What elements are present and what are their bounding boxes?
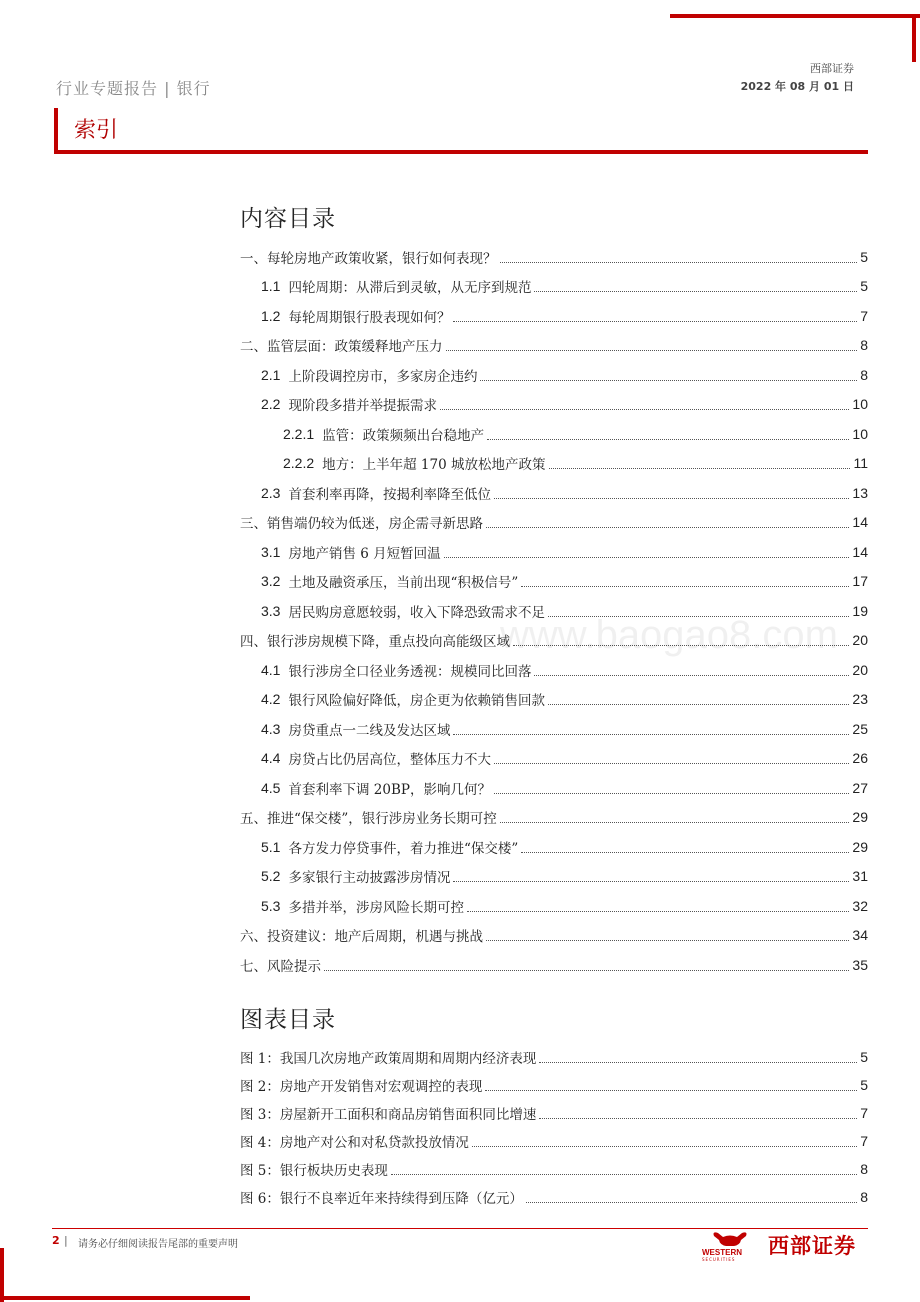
toc-entry-number: 3.1 [261,543,281,560]
toc-entry-number: 4.5 [261,779,281,796]
toc-entry-title: 地方：上半年超 170 城放松地产政策 [322,457,546,474]
toc-entry-page: 10 [852,396,868,413]
toc-entry[interactable] [240,360,868,390]
figure-entry[interactable] [240,1183,868,1211]
toc-entry-page: 31 [852,868,868,885]
table-of-contents [240,242,868,980]
corner-accent-vertical [0,1248,4,1302]
company-logo [702,1230,868,1260]
toc-entry-number: 2.2.2 [283,455,315,472]
toc-entry-number: 2.3 [261,484,281,501]
toc-entry-page: 35 [852,956,868,973]
toc-entry-title: 四、银行涉房规模下降，重点投向高能级区域 [240,634,510,651]
toc-leader-dots [494,792,849,794]
report-type: 行业专题报告 | 银行 [56,79,211,98]
toc-entry-page: 20 [852,661,868,678]
toc-entry-page: 13 [852,484,868,501]
toc-entry-title: 五、推进“保交楼”，银行涉房业务长期可控 [240,811,497,828]
toc-entry-title: 三、销售端仍较为低迷，房企需寻新思路 [240,516,483,533]
toc-entry-title: 各方发力停贷事件，着力推进“保交楼” [288,840,519,857]
figures-heading: 图表目录 [240,1007,336,1033]
toc-entry-number: 4.4 [261,750,281,767]
toc-leader-dots [467,910,849,912]
figure-leader-dots [391,1173,857,1175]
figure-leader-dots [472,1145,857,1147]
toc-entry-number: 4.3 [261,720,281,737]
toc-entry-page: 14 [852,543,868,560]
toc-entry[interactable] [240,242,868,272]
toc-entry-title: 一、每轮房地产政策收紧，银行如何表现？ [240,250,497,267]
toc-leader-dots [534,674,849,676]
toc-entry-title: 监管：政策频频出台稳地产 [322,427,485,444]
figure-entry-title: 图 3：房屋新开工面积和商品房销售面积同比增速 [240,1107,537,1123]
toc-entry-number: 3.2 [261,573,281,590]
toc-entry-title: 首套利率再降，按揭利率降至低位 [288,486,491,503]
footer-disclaimer: 请务必仔细阅读报告尾部的重要声明 [78,1239,238,1250]
toc-entry[interactable] [240,744,868,774]
toc-leader-dots [453,320,857,322]
toc-entry-title: 多措并举，涉房风险长期可控 [288,899,464,916]
toc-entry-number: 1.2 [261,307,281,324]
logo-text-en: WESTERN [702,1248,742,1257]
toc-entry[interactable] [240,773,868,803]
toc-leader-dots [446,349,858,351]
toc-leader-dots [487,438,849,440]
toc-entry-page: 5 [860,248,868,265]
toc-entry[interactable] [240,803,868,833]
toc-entry[interactable] [240,272,868,302]
figure-leader-dots [526,1201,857,1203]
figure-entry[interactable] [240,1043,868,1071]
toc-entry-page: 19 [852,602,868,619]
figure-entry-title: 图 5：银行板块历史表现 [240,1163,388,1179]
toc-entry-page: 32 [852,897,868,914]
toc-entry[interactable] [240,567,868,597]
toc-leader-dots [494,762,849,764]
section-title: 索引 [74,118,119,143]
figure-entry[interactable] [240,1071,868,1099]
toc-leader-dots [486,939,849,941]
contents-heading: 内容目录 [240,206,336,232]
toc-leader-dots [494,497,849,499]
figure-entry[interactable] [240,1155,868,1183]
toc-leader-dots [444,556,850,558]
toc-leader-dots [548,703,849,705]
figure-entry-page: 7 [860,1105,868,1121]
toc-entry-title: 二、监管层面：政策缓释地产压力 [240,339,443,356]
figure-entry-title: 图 4：房地产对公和对私贷款投放情况 [240,1135,469,1151]
toc-entry-page: 11 [853,455,868,472]
toc-entry-title: 房贷占比仍居高位，整体压力不大 [288,752,491,769]
toc-entry-number: 5.2 [261,868,281,885]
figure-entry-page: 8 [860,1189,868,1205]
watermark: www.baogao8.com [500,613,838,657]
figure-entry-page: 7 [860,1133,868,1149]
toc-entry-page: 23 [852,691,868,708]
toc-entry-title: 土地及融资承压，当前出现“积极信号” [288,575,519,592]
figure-entry-page: 5 [860,1049,868,1065]
toc-entry[interactable] [240,685,868,715]
toc-entry-title: 四轮周期：从滞后到灵敏，从无序到规范 [288,280,532,297]
toc-entry-page: 29 [852,809,868,826]
figure-entry-title: 图 1：我国几次房地产政策周期和周期内经济表现 [240,1051,537,1067]
toc-entry-title: 现阶段多措并举提振需求 [288,398,437,415]
top-accent-rule [670,14,920,18]
toc-entry[interactable] [240,301,868,331]
toc-entry-number: 2.2.1 [283,425,315,442]
toc-entry-page: 27 [852,779,868,796]
toc-entry-number: 3.3 [261,602,281,619]
toc-entry-title: 银行风险偏好降低，房企更为依赖销售回款 [288,693,545,710]
toc-leader-dots [453,733,849,735]
toc-entry[interactable] [240,419,868,449]
toc-entry[interactable] [240,331,868,361]
toc-entry-title: 居民购房意愿较弱，收入下降恐致需求不足 [288,604,545,621]
toc-leader-dots [534,290,857,292]
toc-entry[interactable] [240,478,868,508]
toc-entry-title: 六、投资建议：地产后周期，机遇与挑战 [240,929,483,946]
toc-entry-title: 多家银行主动披露涉房情况 [288,870,451,887]
corner-accent-horizontal [0,1296,250,1300]
toc-entry[interactable] [240,832,868,862]
figure-entry-title: 图 2：房地产开发销售对宏观调控的表现 [240,1079,483,1095]
figure-entry[interactable] [240,1127,868,1155]
footer-rule [52,1228,868,1229]
toc-entry-title: 上阶段调控房市，多家房企违约 [288,368,478,385]
toc-entry-title: 房贷重点一二线及发达区域 [288,722,451,739]
section-marker [54,108,58,154]
toc-leader-dots [480,379,857,381]
toc-entry-page: 29 [852,838,868,855]
toc-entry-number: 5.1 [261,838,281,855]
toc-leader-dots [324,969,849,971]
toc-entry-title: 银行涉房全口径业务透视：规模同比回落 [288,663,532,680]
footer-separator: | [64,1234,68,1247]
toc-entry[interactable] [240,891,868,921]
toc-leader-dots [521,851,849,853]
toc-entry-number: 2.2 [261,396,281,413]
toc-entry[interactable] [240,655,868,685]
toc-entry-title: 房地产销售 6 月短暂回温 [288,545,441,562]
toc-leader-dots [500,821,850,823]
toc-entry-page: 25 [852,720,868,737]
list-of-figures [240,1043,868,1211]
toc-entry-number: 5.3 [261,897,281,914]
toc-entry[interactable] [240,921,868,951]
toc-entry-page: 34 [852,927,868,944]
toc-entry-title: 七、风险提示 [240,958,321,975]
figure-leader-dots [485,1089,857,1091]
toc-entry-page: 20 [852,632,868,649]
toc-entry-number: 1.1 [261,278,281,295]
toc-leader-dots [486,526,849,528]
header-date: 2022 年 08 月 01 日 [740,80,854,93]
toc-entry[interactable] [240,862,868,892]
toc-entry[interactable] [240,390,868,420]
toc-entry-page: 17 [852,573,868,590]
toc-entry-page: 14 [852,514,868,531]
toc-entry-page: 26 [852,750,868,767]
toc-leader-dots [521,585,849,587]
toc-entry-title: 每轮周期银行股表现如何？ [288,309,451,326]
toc-entry[interactable] [240,449,868,479]
toc-entry-page: 8 [860,337,868,354]
page-number: 2 [52,1234,60,1247]
figure-leader-dots [539,1061,857,1063]
header-company: 西部证券 [810,62,854,75]
figure-entry-page: 5 [860,1077,868,1093]
toc-leader-dots [453,880,849,882]
figure-entry[interactable] [240,1099,868,1127]
bull-icon [710,1230,750,1248]
logo-text-cn: 西部证券 [768,1234,856,1258]
toc-entry-page: 10 [852,425,868,442]
toc-entry-page: 8 [860,366,868,383]
section-rule [54,150,868,154]
top-accent-rule-vertical [912,14,916,62]
toc-entry[interactable] [240,508,868,538]
toc-entry[interactable] [240,950,868,980]
toc-entry[interactable] [240,537,868,567]
toc-entry-number: 4.1 [261,661,281,678]
toc-entry-title: 首套利率下调 20BP，影响几何？ [288,781,491,798]
toc-leader-dots [549,467,851,469]
toc-entry-page: 5 [860,278,868,295]
logo-text-en-sub: SECURITIES [702,1257,736,1262]
figure-entry-title: 图 6：银行不良率近年来持续得到压降（亿元） [240,1191,523,1207]
toc-entry[interactable] [240,714,868,744]
figure-leader-dots [539,1117,857,1119]
toc-entry-number: 2.1 [261,366,281,383]
toc-leader-dots [440,408,849,410]
toc-leader-dots [500,261,858,263]
toc-entry-page: 7 [860,307,868,324]
figure-entry-page: 8 [860,1161,868,1177]
toc-entry-number: 4.2 [261,691,281,708]
